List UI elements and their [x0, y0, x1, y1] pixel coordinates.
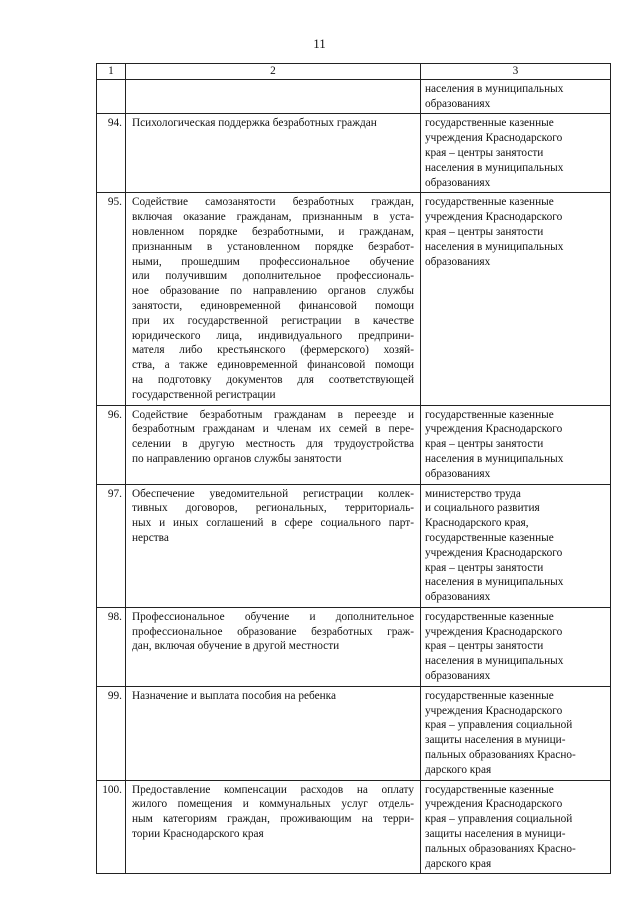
header-col-2: 2 [126, 64, 421, 80]
organization-line: защиты населения в муници- [425, 828, 566, 841]
service-line: профессиональное образование безработных граж- [132, 625, 414, 638]
service-cell [126, 484, 421, 607]
service-line: новленном порядке безработными, и гражданам, [132, 225, 414, 238]
row-number [97, 79, 126, 114]
organization-line: населения в муниципальных [425, 576, 564, 589]
service-line: тории Краснодарского края [132, 828, 264, 841]
service-line: селении в другую местность для трудоустройства [132, 438, 414, 451]
organization-line: министерство труда [425, 487, 521, 500]
table-row [97, 114, 611, 193]
service-line: ства, а также единовременной финансовой помощи [132, 359, 414, 372]
table-row [97, 193, 611, 405]
organization-line: защиты населения в муници- [425, 734, 566, 747]
organization-line: учреждения Краснодарского [425, 132, 563, 145]
service-cell [126, 686, 421, 780]
organization-cell [421, 780, 611, 874]
organization-line: учреждения Краснодарского [425, 625, 563, 638]
service-line: Содействие самозанятости безработных граждан, [132, 196, 414, 209]
organization-cell [421, 686, 611, 780]
service-line: ными, прошедшим профессиональное обучение [132, 255, 414, 268]
table-row [97, 484, 611, 607]
organization-line: образованиях [425, 467, 491, 480]
continuation-row [97, 79, 611, 114]
service-line: ным категориям граждан, проживающим на терри- [132, 813, 414, 826]
service-line: ное образование по направлению органов службы [132, 285, 414, 298]
organization-line: дарского края [425, 857, 492, 870]
organization-line: государственные казенные [425, 610, 554, 623]
organization-cell [421, 114, 611, 193]
service-line: признанным в установленном порядке безработ- [132, 240, 414, 253]
service-cell [126, 193, 421, 405]
row-number: 98. [97, 607, 126, 686]
organization-line: государственные казенные [425, 408, 554, 421]
organization-line: края – центры занятости [425, 225, 544, 238]
organization-line: дарского края [425, 763, 492, 776]
service-line: по направлению органов службы занятости [132, 452, 342, 465]
organization-line: образованиях [425, 591, 491, 604]
row-number: 96. [97, 405, 126, 484]
organization-line: населения в муниципальных [425, 82, 564, 95]
service-cell [126, 79, 421, 114]
organization-line: Краснодарского края, [425, 517, 529, 530]
organization-line: населения в муниципальных [425, 655, 564, 668]
organization-line: края – центры занятости [425, 438, 544, 451]
organization-line: учреждения Краснодарского [425, 211, 563, 224]
service-cell [126, 114, 421, 193]
organization-line: учреждения Краснодарского [425, 798, 563, 811]
organization-line: края – управления социальной [425, 719, 573, 732]
service-cell [126, 405, 421, 484]
service-line: мателя либо крестьянского (фермерского) хозяй- [132, 344, 414, 357]
services-table [96, 63, 611, 874]
service-line: безработным гражданам и членам их семей в пере- [132, 423, 414, 436]
organization-line: края – центры занятости [425, 146, 544, 159]
service-cell [126, 780, 421, 874]
service-line: государственной регистрации [132, 388, 276, 401]
service-line: нерства [132, 531, 169, 544]
service-line: тивных договоров, региональных, территориаль- [132, 502, 414, 515]
service-cell [126, 607, 421, 686]
service-line: Психологическая поддержка безработных граждан [132, 117, 377, 130]
organization-line: населения в муниципальных [425, 452, 564, 465]
organization-line: государственные казенные [425, 689, 554, 702]
service-line: Назначение и выплата пособия на ребенка [132, 689, 336, 702]
organization-cell [421, 405, 611, 484]
service-line: Содействие безработным гражданам в переезде и [132, 408, 414, 421]
table-header-row [97, 64, 611, 80]
organization-cell [421, 79, 611, 114]
service-line: дан, включая обучение в другой местности [132, 640, 340, 653]
service-line: ных и иных соглашений в сфере социального парт- [132, 517, 414, 530]
organization-line: пальных образованиях Красно- [425, 842, 576, 855]
table-row [97, 607, 611, 686]
service-line: включая оказание гражданам, признанным в уста- [132, 211, 414, 224]
organization-line: учреждения Краснодарского [425, 546, 563, 559]
service-line: юридического лица, индивидуального предприни- [132, 329, 414, 342]
organization-line: образованиях [425, 670, 491, 683]
header-col-1: 1 [97, 64, 126, 80]
organization-line: образованиях [425, 97, 491, 110]
service-line: на подготовку документов для соответствующей [132, 373, 414, 386]
organization-line: образованиях [425, 176, 491, 189]
table-row [97, 780, 611, 874]
organization-cell [421, 607, 611, 686]
row-number: 100. [97, 780, 126, 874]
organization-cell [421, 484, 611, 607]
organization-line: учреждения Краснодарского [425, 704, 563, 717]
organization-line: государственные казенные [425, 783, 554, 796]
service-line: занятости, единовременной финансовой помощи [132, 299, 414, 312]
page-number: 11 [313, 36, 326, 51]
organization-line: края – центры занятости [425, 640, 544, 653]
table-row [97, 405, 611, 484]
organization-cell [421, 193, 611, 405]
service-line: при их государственной регистрации в качестве [132, 314, 414, 327]
organization-line: государственные казенные [425, 196, 554, 209]
organization-line: края – управления социальной [425, 813, 573, 826]
organization-line: и социального развития [425, 502, 540, 515]
organization-line: населения в муниципальных [425, 161, 564, 174]
row-number: 99. [97, 686, 126, 780]
row-number: 94. [97, 114, 126, 193]
organization-line: населения в муниципальных [425, 240, 564, 253]
organization-line: учреждения Краснодарского [425, 423, 563, 436]
header-col-3: 3 [421, 64, 611, 80]
organization-line: края – центры занятости [425, 561, 544, 574]
row-number: 97. [97, 484, 126, 607]
service-line: Обеспечение уведомительной регистрации коллек- [132, 487, 414, 500]
organization-line: образованиях [425, 255, 491, 268]
service-line: Предоставление компенсации расходов на оплату [132, 783, 414, 796]
organization-line: государственные казенные [425, 531, 554, 544]
row-number: 95. [97, 193, 126, 405]
service-line: жилого помещения и коммунальных услуг отдель- [132, 798, 414, 811]
organization-line: государственные казенные [425, 117, 554, 130]
organization-line: пальных образованиях Красно- [425, 749, 576, 762]
table-row [97, 686, 611, 780]
service-line: Профессиональное обучение и дополнительное [132, 610, 414, 623]
service-line: или получившим дополнительное профессиональ- [132, 270, 414, 283]
